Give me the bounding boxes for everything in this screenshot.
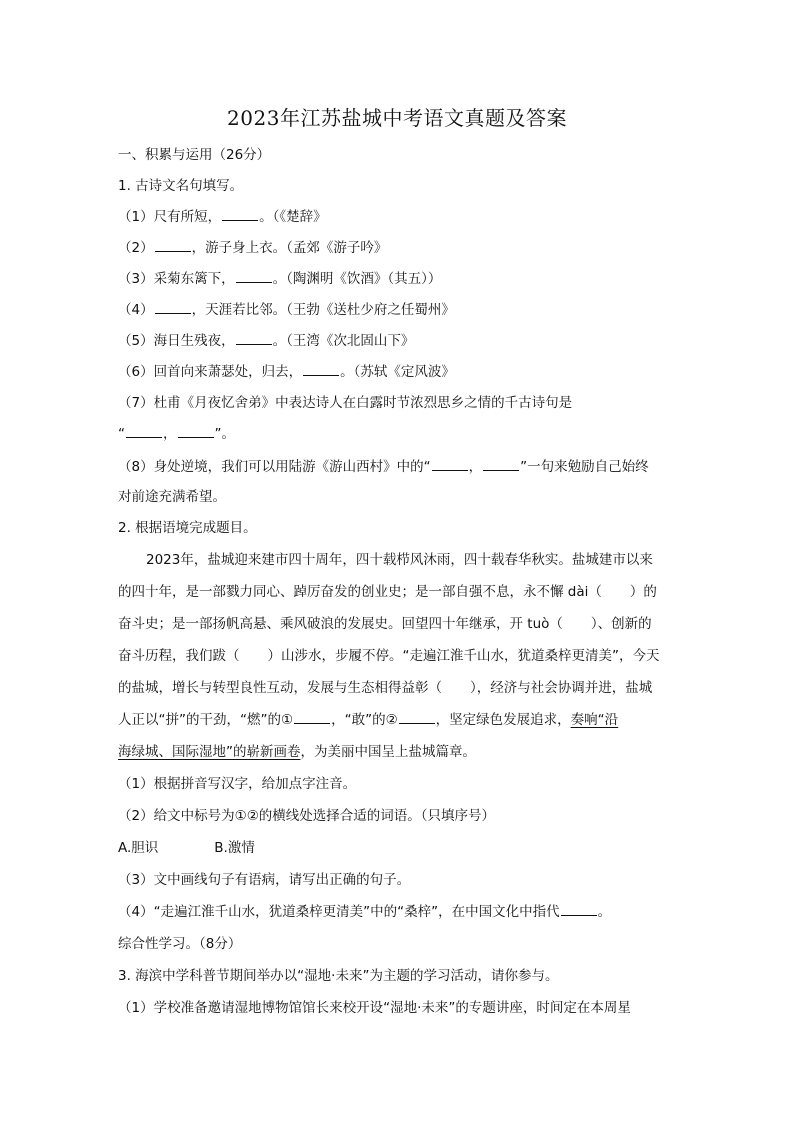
option-b: B.激情 xyxy=(214,840,255,856)
passage-line: 奋斗史；是一部扬帆高悬、乘风破浪的发展史。回望四十年继承，开 tuò（ ）、创新的 xyxy=(118,616,652,632)
answer-blank xyxy=(126,437,162,438)
answer-blank xyxy=(303,375,339,376)
answer-blank xyxy=(432,470,468,471)
answer-blank xyxy=(561,915,597,916)
q2-options xyxy=(118,837,688,859)
q1-item-8: （8）身处逆境，我们可以用陆游《游山西村》中的“ ， ”一句来勉励自己始终 xyxy=(118,459,649,475)
q2-sub-3: （3）文中画线句子有语病，请写出正确的句子。 xyxy=(118,872,411,888)
answer-blank xyxy=(222,220,258,221)
answer-blank xyxy=(236,282,272,283)
question-2-stem: 2. 根据语境完成题目。 xyxy=(118,520,257,536)
answer-blank xyxy=(155,251,191,252)
question-1-stem: 1. 古诗文名句填写。 xyxy=(118,178,244,194)
q2-sub-2: （2）给文中标号为①②的横线处选择合适的词语。（只填序号） xyxy=(118,808,496,824)
answer-blank xyxy=(483,470,519,471)
answer-blank xyxy=(178,437,214,438)
section-heading: 综合性学习。（8分） xyxy=(118,936,242,952)
q2-sub-1: （1）根据拼音写汉字，给加点字注音。 xyxy=(118,776,357,792)
q1-item-5: （5）海日生残夜， 。（王湾《次北固山下》 xyxy=(118,333,415,349)
passage-line: 的盐城，增长与转型良性互动，发展与生态相得益彰（ ），经济与社会协调并进，盐城 xyxy=(118,680,653,696)
underlined-sentence: 奏响“沿 xyxy=(570,712,619,728)
q1-item-1: （1）尺有所短， 。（《楚辞》 xyxy=(118,209,327,225)
passage-line: 奋斗历程，我们跋（ ）山涉水，步履不停。“走遍江淮千山水，犹道桑梓更清美”，今天 xyxy=(118,648,660,664)
answer-blank xyxy=(236,344,272,345)
q1-item-8-cont: 对前途充满希望。 xyxy=(118,489,226,505)
passage-line: 人正以“拼”的干劲，“燃”的① ，“敢”的② ，坚定绿色发展追求，奏响“沿 xyxy=(118,712,619,728)
q3-sub-1: （1）学校准备邀请湿地博物馆馆长来校开设“湿地·未来”的专题讲座，时间定在本周星 xyxy=(118,1000,631,1016)
question-3-stem: 3. 海滨中学科普节期间举办以“湿地·未来”为主题的学习活动，请你参与。 xyxy=(118,968,559,984)
passage-line: 的四十年，是一部戮力同心、踔厉奋发的创业史；是一部自强不息，永不懈 dài（ ）的 xyxy=(118,584,657,600)
q2-sub-4: （4）“走遍江淮千山水，犹道桑梓更清美”中的“桑梓”，在中国文化中指代 。 xyxy=(118,904,612,920)
answer-blank xyxy=(155,313,191,314)
underlined-sentence: 海绿城、国际湿地”的崭新画卷 xyxy=(118,744,301,760)
q1-item-2: （2） ，游子身上衣。（孟郊《游子吟》 xyxy=(118,240,388,256)
page-title: 2023年江苏盐城中考语文真题及答案 xyxy=(227,106,567,130)
q1-item-4: （4） ，天涯若比邻。（王勃《送杜少府之任蜀州》 xyxy=(118,302,455,318)
answer-blank xyxy=(399,723,435,724)
q1-item-6: （6）回首向来萧瑟处，归去， 。（苏轼《定风波》 xyxy=(118,364,455,380)
option-a: A.胆识 xyxy=(118,840,159,856)
q1-item-7-blanks: “ ， ”。 xyxy=(118,426,235,442)
passage-line: 海绿城、国际湿地”的崭新画卷，为美丽中国呈上盐城篇章。 xyxy=(118,744,476,760)
passage-line: 2023年，盐城迎来建市四十周年，四十载栉风沐雨，四十载春华秋实。盐城建市以来 xyxy=(146,552,653,568)
answer-blank xyxy=(294,723,330,724)
section-heading: 一、积累与运用（26分） xyxy=(118,147,271,163)
q1-item-7: （7）杜甫《月夜忆舍弟》中表达诗人在白露时节浓烈思乡之情的千古诗句是 xyxy=(118,395,573,411)
q1-item-3: （3）采菊东篱下， 。（陶渊明《饮酒》（其五）） xyxy=(118,271,442,287)
